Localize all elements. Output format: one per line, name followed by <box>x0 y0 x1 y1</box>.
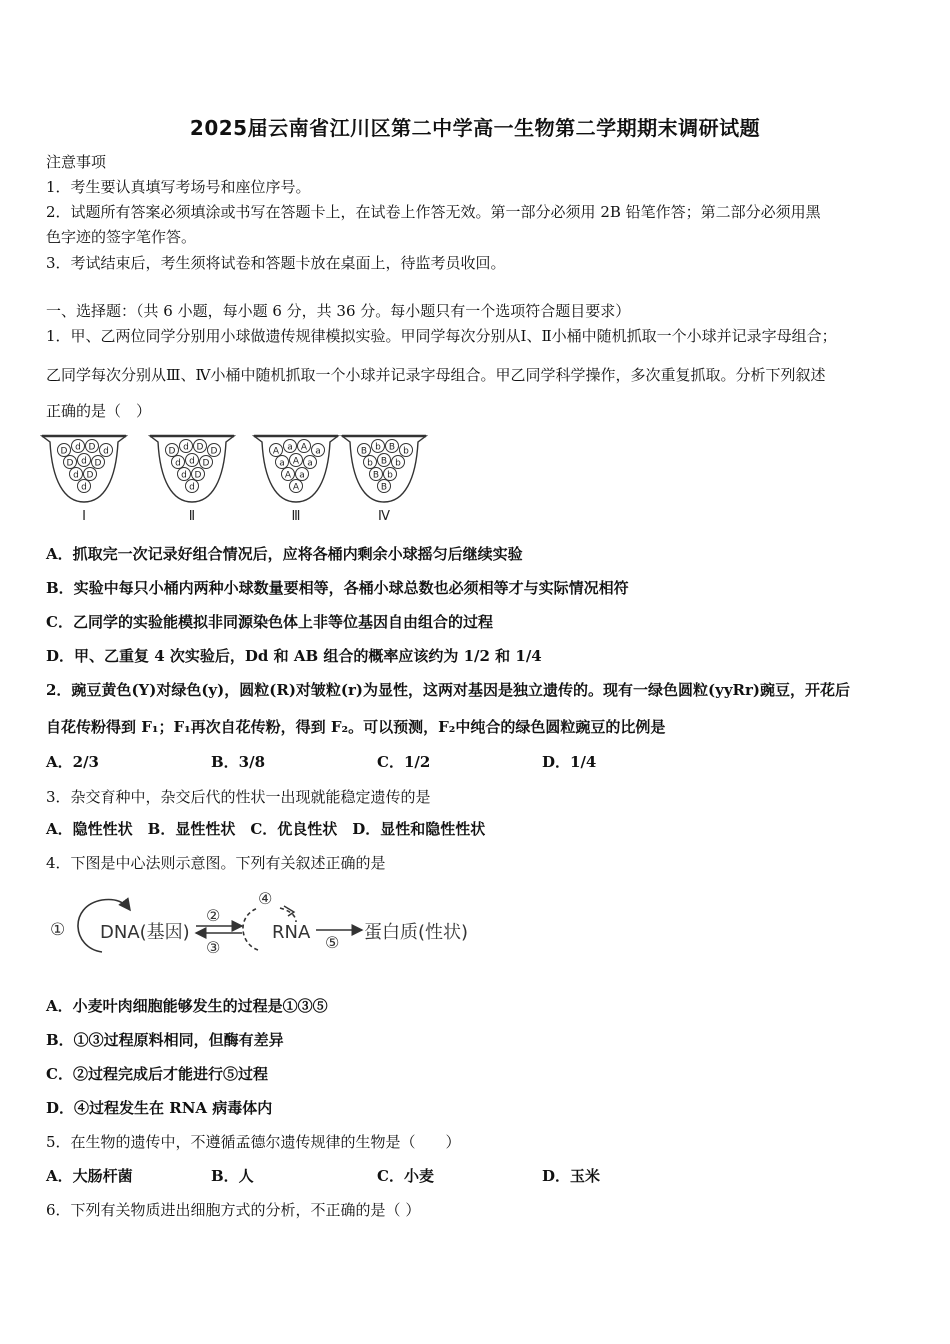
ball-letter: a <box>299 470 305 481</box>
question-1-text: 1．甲、乙两位同学分别用小球做遗传规律模拟实验。甲同学每次分别从Ⅰ、Ⅱ小桶中随机抓取一个小球并记录字母组合； <box>46 327 837 345</box>
question-1-text: 乙同学每次分别从Ⅲ、Ⅳ小桶中随机抓取一个小球并记录字母组合。甲乙同学科学操作，多次重复抓取。分析下列叙述 <box>46 366 826 384</box>
ball-letter: B <box>360 446 368 457</box>
question-5-option-d: D．玉米 <box>542 1167 601 1185</box>
ball-letter: A <box>292 456 300 467</box>
central-dogma-diagram <box>44 886 474 962</box>
ball-letter: d <box>183 442 189 453</box>
question-2-text: 2．豌豆黄色(Y)对绿色(y)，圆粒(R)对皱粒(r)为显性，这两对基因是独立遗传的。现有一绿色圆粒(yyRr)豌豆，开花后 <box>46 681 851 699</box>
ball-letter: d <box>73 470 79 481</box>
bucket-label: Ⅰ <box>82 509 86 524</box>
bucket <box>42 436 126 524</box>
question-6-text: 6．下列有关物质进出细胞方式的分析，不正确的是（ ） <box>46 1201 421 1219</box>
ball-letter: d <box>181 470 187 481</box>
ball-letter: B <box>372 470 380 481</box>
question-1-text: 正确的是（ ） <box>46 402 152 420</box>
question-3-text: 3．杂交育种中，杂交后代的性状一出现就能稳定遗传的是 <box>46 788 431 806</box>
question-4-option-b: B．①③过程原料相同，但酶有差异 <box>46 1031 284 1049</box>
ball-letter: d <box>81 482 87 493</box>
ball-letter: D <box>86 470 94 481</box>
ball-letter: D <box>60 446 68 457</box>
question-4-text: 4．下图是中心法则示意图。下列有关叙述正确的是 <box>46 854 386 872</box>
ball-letter: d <box>189 482 195 493</box>
question-4-option-d: D．④过程发生在 RNA 病毒体内 <box>46 1099 273 1117</box>
ball-letter: b <box>387 470 393 481</box>
ball-letter: D <box>88 442 96 453</box>
notice-item: 3．考试结束后，考生须将试卷和答题卡放在桌面上，待监考员收回。 <box>46 254 506 272</box>
ball-letter: B <box>388 442 396 453</box>
question-4-option-a: A．小麦叶肉细胞能够发生的过程是①③⑤ <box>46 997 328 1015</box>
ball-letter: D <box>194 470 202 481</box>
ball-letter: A <box>272 446 280 457</box>
bucket <box>150 436 234 524</box>
ball-letter: d <box>81 456 87 467</box>
ball-letter: D <box>168 446 176 457</box>
ball-letter: a <box>307 458 313 469</box>
question-2-option-d: D．1/4 <box>542 753 597 771</box>
ball-letter: d <box>175 458 181 469</box>
notice-item: 2．试题所有答案必须填涂或书写在答题卡上，在试卷上作答无效。第一部分必须用 2B 铅笔作答；第二部分必须用黑 <box>46 203 821 221</box>
protein-label: 蛋白质(性状) <box>364 922 469 943</box>
question-1-option-a: A．抓取完一次记录好组合情况后，应将各桶内剩余小球摇匀后继续实验 <box>46 545 523 563</box>
dna-label: DNA(基因) <box>100 922 190 943</box>
notice-heading: 注意事项 <box>46 153 107 171</box>
ball-letter: d <box>75 442 81 453</box>
question-5-option-a: A．大肠杆菌 <box>46 1167 133 1185</box>
bucket-label: Ⅳ <box>378 509 390 524</box>
ball-letter: b <box>375 442 381 453</box>
ball-letter: a <box>287 442 293 453</box>
bucket-label: Ⅲ <box>291 509 301 524</box>
question-3-options: A．隐性性状 B．显性性状 C．优良性状 D．显性和隐性性状 <box>46 820 486 838</box>
ball-letter: A <box>300 442 308 453</box>
question-1-option-c: C．乙同学的实验能模拟非同源染色体上非等位基因自由组合的过程 <box>46 613 493 631</box>
notice-item: 色字迹的签字笔作答。 <box>46 228 197 246</box>
ball-letter: b <box>395 458 401 469</box>
ball-letter: a <box>279 458 285 469</box>
question-2-option-b: B．3/8 <box>211 753 266 771</box>
ball-letter: d <box>103 446 109 457</box>
question-1-option-d: D．甲、乙重复 4 次实验后，Dd 和 AB 组合的概率应该约为 1/2 和 1/4 <box>46 647 542 665</box>
ball-letter: D <box>210 446 218 457</box>
label-1: ① <box>50 920 66 940</box>
page-title: 2025届云南省江川区第二中学高一生物第二学期期末调研试题 <box>189 116 761 140</box>
notice-item: 1．考生要认真填写考场号和座位序号。 <box>46 178 311 196</box>
bucket <box>254 436 338 524</box>
label-2: ② <box>206 906 221 925</box>
label-3: ③ <box>206 938 221 957</box>
ball-letter: A <box>292 482 300 493</box>
label-4: ④ <box>258 889 273 908</box>
ball-letter: B <box>380 456 388 467</box>
buckets-figure <box>40 428 440 524</box>
question-2-option-a: A．2/3 <box>46 753 99 771</box>
bucket <box>342 436 426 524</box>
rna-label: RNA <box>272 922 311 943</box>
ball-letter: D <box>66 458 74 469</box>
question-5-option-b: B．人 <box>211 1167 254 1185</box>
bucket-label: Ⅱ <box>188 509 196 524</box>
question-5-text: 5．在生物的遗传中，不遵循孟德尔遗传规律的生物是（ ） <box>46 1133 461 1151</box>
ball-letter: b <box>403 446 409 457</box>
question-4-option-c: C．②过程完成后才能进行⑤过程 <box>46 1065 268 1083</box>
question-1-option-b: B．实验中每只小桶内两种小球数量要相等，各桶小球总数也必须相等才与实际情况相符 <box>46 579 629 597</box>
question-5-option-c: C．小麦 <box>377 1167 434 1185</box>
ball-letter: B <box>380 482 388 493</box>
ball-letter: D <box>94 458 102 469</box>
label-5: ⑤ <box>325 933 340 952</box>
ball-letter: A <box>284 470 292 481</box>
ball-letter: b <box>367 458 373 469</box>
question-2-text: 自花传粉得到 F₁；F₁再次自花传粉，得到 F₂。可以预测，F₂中纯合的绿色圆粒豌豆的比例是 <box>46 718 666 736</box>
ball-letter: D <box>202 458 210 469</box>
section-heading: 一、选择题：（共 6 小题，每小题 6 分，共 36 分。每小题只有一个选项符合题目要求） <box>46 302 631 320</box>
question-2-option-c: C．1/2 <box>377 753 431 771</box>
ball-letter: d <box>189 456 195 467</box>
ball-letter: a <box>315 446 321 457</box>
ball-letter: D <box>196 442 204 453</box>
